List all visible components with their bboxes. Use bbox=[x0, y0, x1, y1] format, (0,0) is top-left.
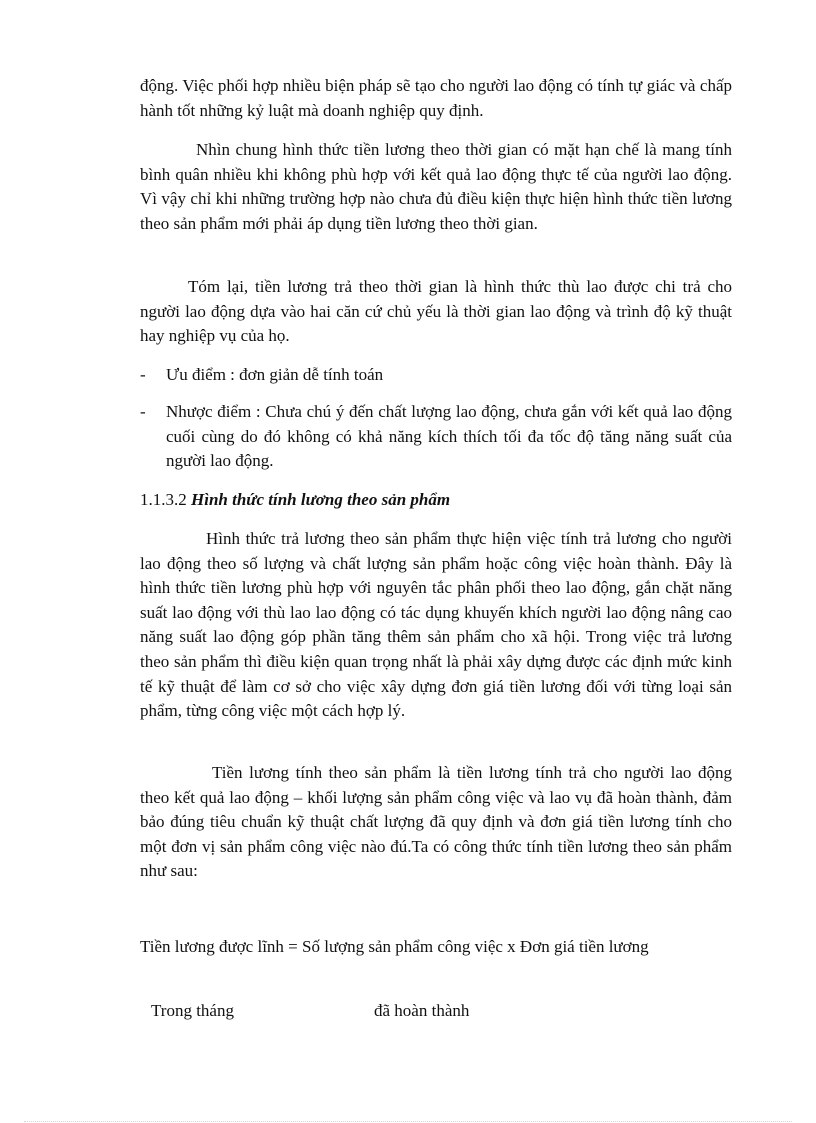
section-heading bbox=[140, 488, 450, 512]
paragraph-5-text: Tiền lương tính theo sản phẩm là tiền lương tính trả cho người lao động theo kết quả lao động – khối lượng sản phẩm công việc và lao vụ đã hoàn thành, đảm bảo đúng tiêu chuẩn kỹ thuật chất lượng đã quy định và đơn giá tiền lương tính cho một đơn vị sản phẩm công việc nào đú.Ta có công thức tính tiền lương theo sản phẩm như sau: bbox=[140, 763, 732, 881]
paragraph-2 bbox=[140, 138, 732, 236]
paragraph-2-text: Nhìn chung hình thức tiền lương theo thời gian có mặt hạn chế là mang tính bình quân nhiều khi không phù hợp với kết quả lao động thực tế của người lao động. Vì vậy chỉ khi những trường hợp nào chưa đủ điều kiện thực hiện hình thức tiền lương theo sản phẩm mới phải áp dụng tiền lương theo thời gian. bbox=[140, 140, 732, 233]
paragraph-4 bbox=[140, 527, 732, 724]
section-number: 1.1.3.2 bbox=[140, 490, 191, 509]
formula-sub-right bbox=[374, 999, 469, 1023]
paragraph-1-text: động. Việc phối hợp nhiều biện pháp sẽ tạo cho người lao động có tính tự giác và chấp hành tốt những kỷ luật mà doanh nghiệp quy định. bbox=[140, 76, 732, 120]
paragraph-5 bbox=[140, 761, 732, 884]
bullet-disadvantages bbox=[140, 400, 732, 474]
paragraph-1 bbox=[140, 74, 732, 123]
section-title: Hình thức tính lương theo sản phẩm bbox=[191, 490, 451, 509]
formula-sub-right-text: đã hoàn thành bbox=[374, 1001, 470, 1020]
paragraph-4-text: Hình thức trả lương theo sản phẩm thực hiện việc tính trả lương cho người lao động theo số lượng và chất lượng sản phẩm hoặc công việc hoàn thành. Đây là hình thức tiền lương phù hợp với nguyên tắc phân phối theo lao động, gắn chặt năng suất lao động với thù lao lao động có tác dụng khuyến khích người lao động nâng cao năng suất lao động góp phần tăng thêm sản phẩm cho xã hội. Trong việc trả lương theo sản phẩm thì điều kiện quan trọng nhất là phải xây dựng được các định mức kinh tế kỹ thuật để làm cơ sở cho việc xây dựng đơn giá tiền lương đối với từng loại sản phẩm, từng công việc một cách hợp lý. bbox=[140, 529, 732, 721]
paragraph-3-text: Tóm lại, tiền lương trả theo thời gian là hình thức thù lao được chi trả cho người lao động dựa vào hai căn cứ chủ yếu là thời gian lao động và trình độ kỹ thuật hay nghiệp vụ của họ. bbox=[140, 277, 732, 346]
bullet-advantages-text: Ưu điểm : đơn giản dễ tính toán bbox=[166, 365, 384, 384]
formula-sub-left bbox=[151, 999, 234, 1023]
formula-sub-left-text: Trong tháng bbox=[151, 1001, 234, 1020]
page-bottom-divider bbox=[24, 1121, 792, 1122]
bullet-advantages bbox=[140, 363, 732, 388]
bullet-dash: - bbox=[140, 365, 146, 384]
paragraph-3 bbox=[140, 275, 732, 349]
bullet-dash: - bbox=[140, 402, 146, 421]
formula-text: Tiền lương được lĩnh = Số lượng sản phẩm công việc x Đơn giá tiền lương bbox=[140, 937, 649, 956]
formula-line bbox=[140, 935, 740, 960]
bullet-disadvantages-text: Nhược điểm : Chưa chú ý đến chất lượng lao động, chưa gắn với kết quả lao động cuối cùng do đó không có khả năng kích thích tối đa tốc độ tăng năng suất của người lao động. bbox=[166, 402, 732, 471]
